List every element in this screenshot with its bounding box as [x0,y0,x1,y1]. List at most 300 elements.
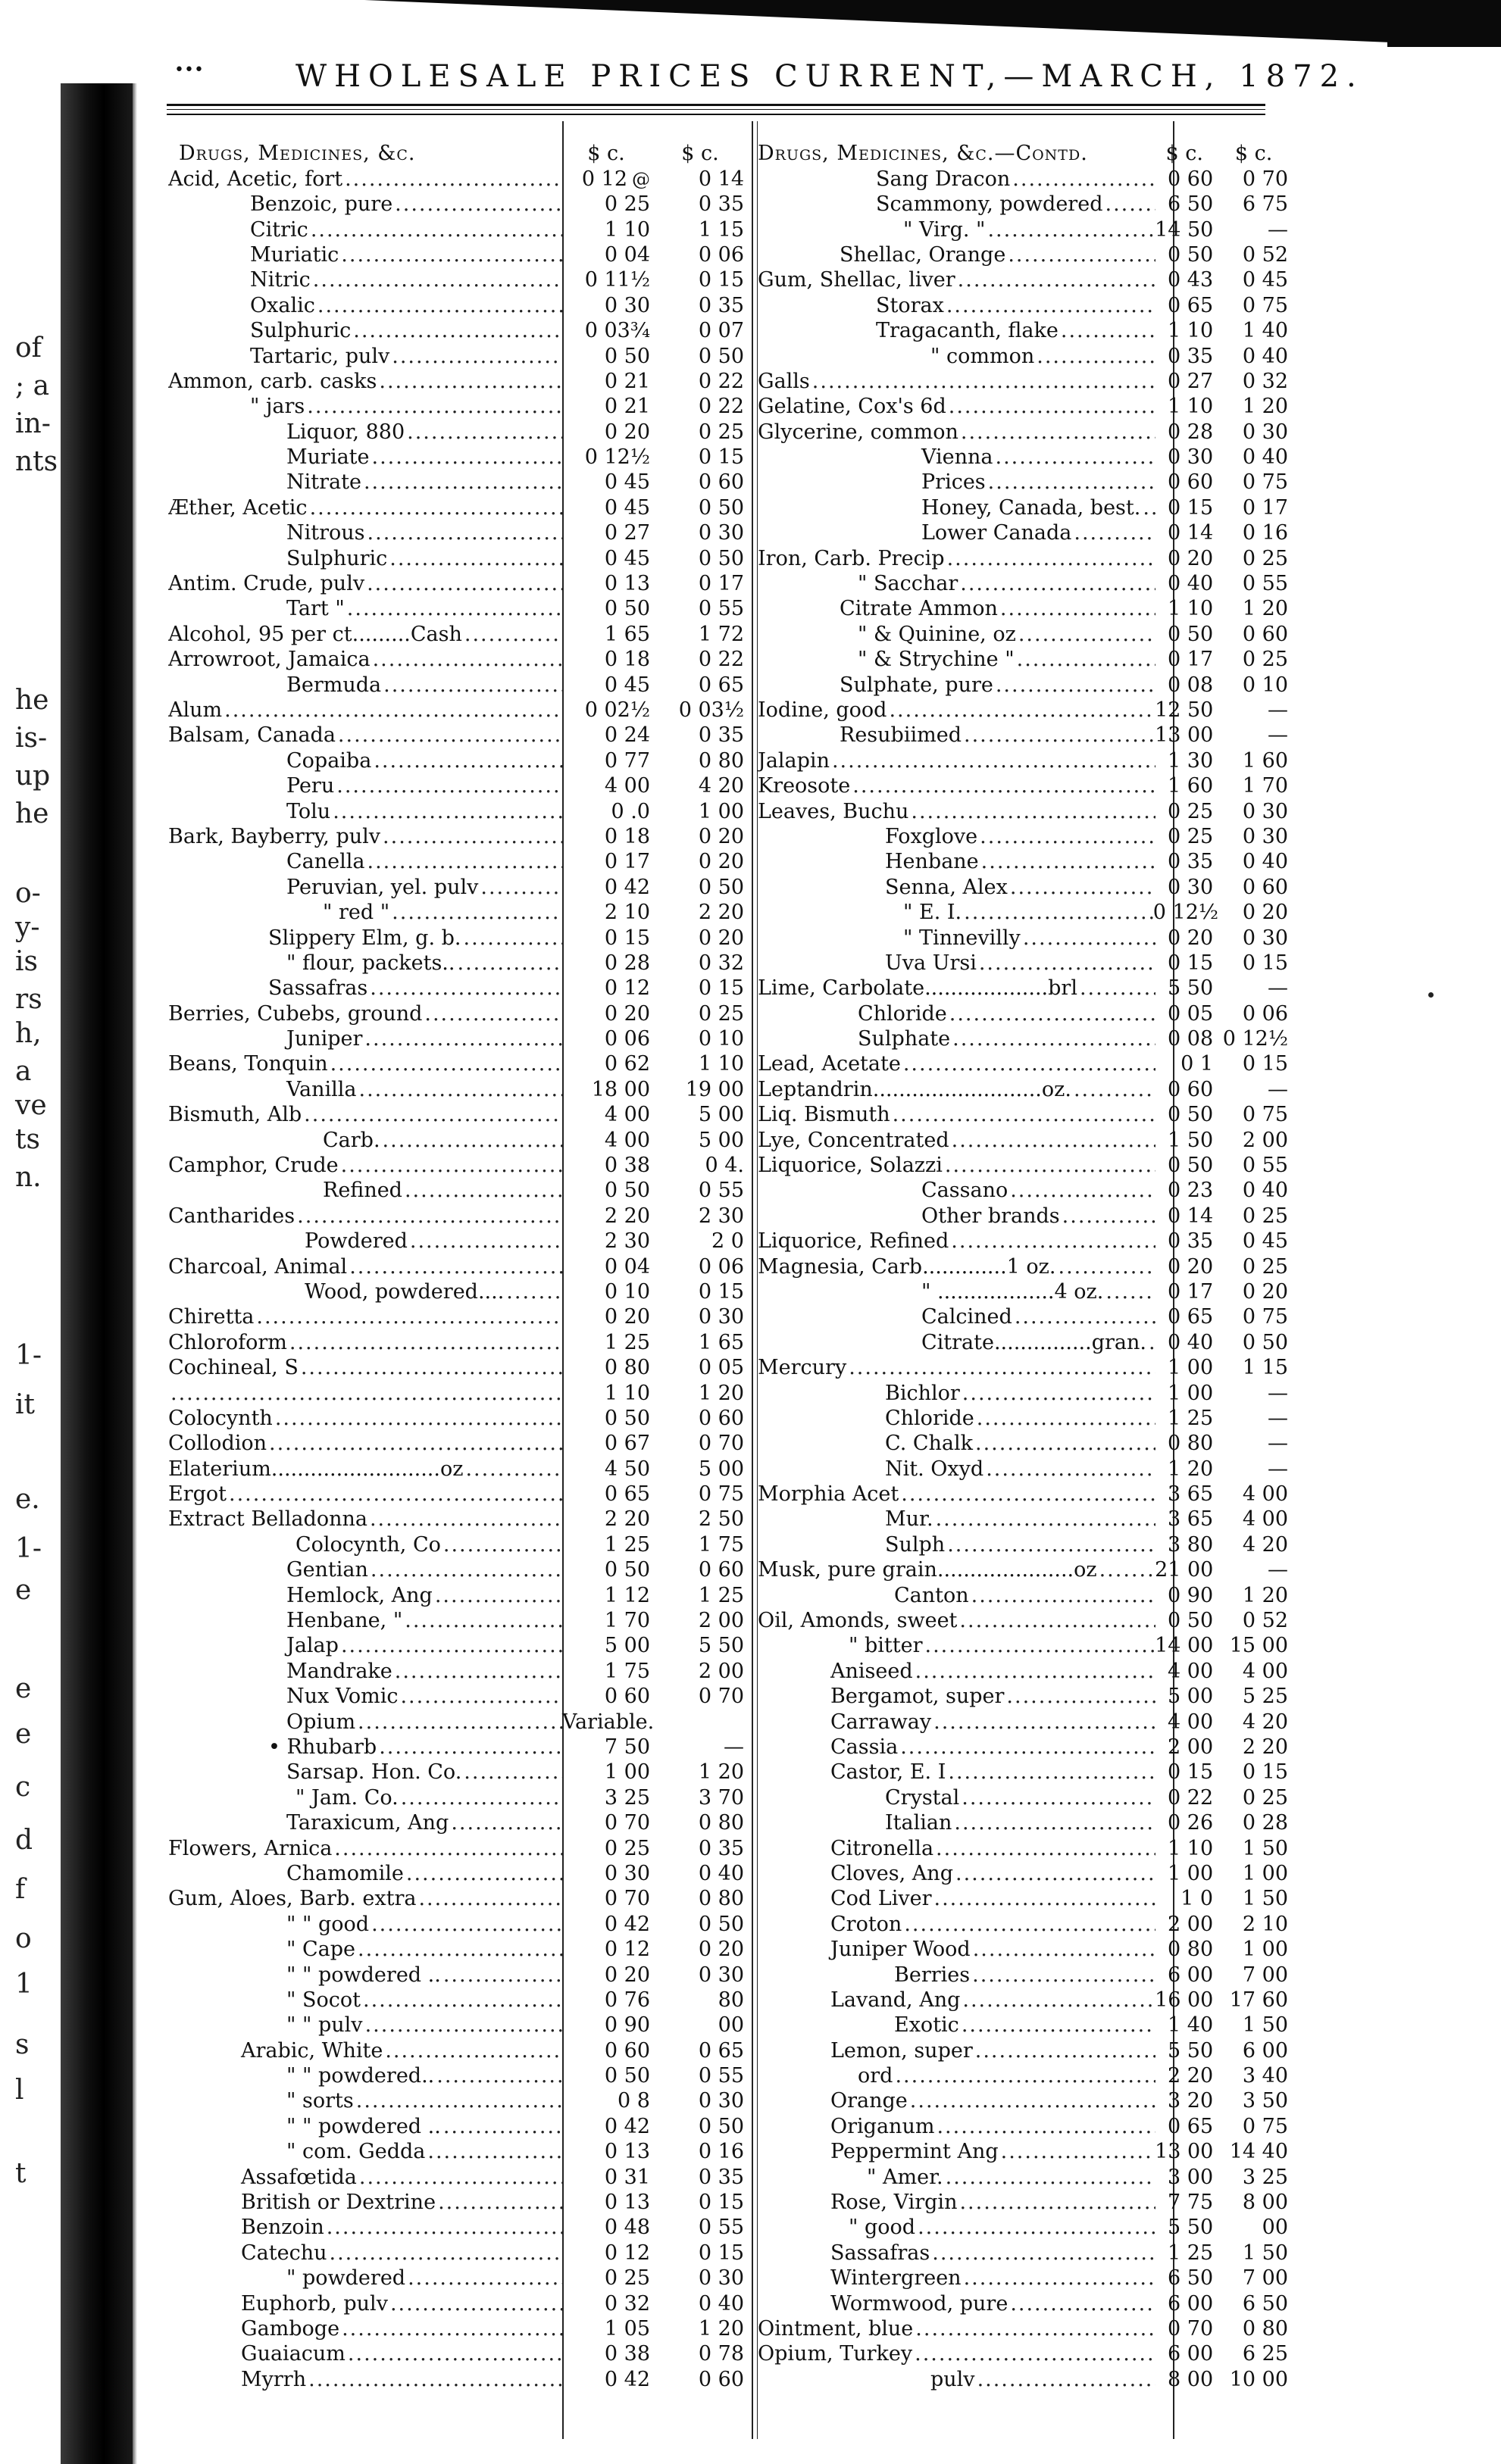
price-row [758,1000,1288,1025]
price-to: 19 00 [685,1077,744,1101]
price-to: 0 40 [1242,344,1288,368]
price-from: 0 62 [604,1052,650,1076]
price-from: 0 65 [1168,1305,1214,1329]
price-to: 2 20 [698,901,744,925]
dot-leader [1008,876,1156,899]
dot-leader [324,2216,562,2239]
price-from: 0 04 [604,1254,650,1279]
price-from: 1 0 [1180,1887,1214,1911]
price-row [758,823,1288,848]
dot-leader [957,2191,1155,2214]
item-name: Bark, Bayberry, pulv [168,825,381,848]
item-name: Alcohol, 95 per ct.........Cash [168,623,462,646]
price-row [168,2138,750,2163]
price-from: 0 21 [604,369,650,393]
price-to: 0 22 [698,395,744,419]
price-from: 0 27 [604,521,650,545]
price-from: 6 00 [1168,1963,1214,1987]
price-from: 7 75 [1168,2191,1214,2215]
dot-leader [478,876,562,899]
dot-leader [908,801,1155,823]
price-row [758,1202,1288,1227]
price-from: 0 12 @ [581,167,650,191]
price-row [758,1810,1288,1835]
price-to: 0 35 [698,293,744,317]
dot-leader [993,674,1156,697]
price-from: 0 43 [1168,268,1214,292]
margin-fragment: is- [15,723,48,754]
price-row [168,2189,750,2214]
dot-leader [405,2267,562,2290]
price-from: 0 10 [604,1279,650,1304]
price-row [168,1126,750,1151]
price-to: 2 0 [711,1229,744,1254]
dot-leader [339,2318,562,2341]
price-row [168,747,750,772]
price-row [168,494,750,519]
item-name: Foxglove [885,825,978,848]
price-row [168,2088,750,2113]
item-name: Taraxicum, Ang [286,1812,449,1835]
item-name: pulv [930,2368,975,2391]
item-name: Chloroform [168,1331,287,1354]
price-row [168,1076,750,1101]
price-to: 0 52 [1242,1609,1288,1633]
price-from: 0 20 [604,1001,650,1026]
price-to: — [1268,1558,1288,1582]
dot-leader [850,775,1155,798]
dot-leader [1060,1205,1156,1228]
price-from: 0 18 [604,648,650,672]
dot-leader [416,1888,562,1910]
item-name: Benzoic, pure [250,193,393,217]
item-name: Colocynth, Co [296,1533,441,1557]
price-row [758,570,1288,595]
price-from: 4 00 [604,1103,650,1127]
price-row [168,165,750,190]
price-row [758,848,1288,873]
price-row [758,773,1288,798]
margin-fragment: ve [15,1090,47,1121]
price-from: 0 90 [1168,1583,1214,1607]
price-row [758,2037,1288,2062]
dot-leader [960,1382,1156,1405]
price-to: 0 80 [1242,2316,1288,2341]
margin-fragment: he [15,685,49,716]
item-name: Magnesia, Carb.............1 oz. [758,1255,1056,1279]
dot-leader [887,699,1155,722]
item-name: Canella [286,851,365,874]
price-row [168,2214,750,2239]
price-row [168,1506,750,1531]
price-from: 0 20 [1168,926,1214,950]
price-to: 7 00 [1242,1963,1288,1987]
price-from: 3 25 [604,1785,650,1810]
price-row [758,1354,1288,1379]
item-name: Musk, pure grain.....................oz [758,1559,1097,1582]
price-row [168,1835,750,1860]
price-to: 0 40 [698,1861,744,1885]
item-name: Lower Canada [921,522,1072,545]
item-name: Jalapin [758,749,830,773]
dot-leader [945,548,1156,570]
dot-leader [308,219,562,242]
price-row [168,1051,750,1076]
item-name: Honey, Canada, best. [921,496,1141,520]
book-spine-shadow [61,83,133,2464]
price-from: 2 00 [1168,1912,1214,1936]
item-name: Opium [286,1710,356,1734]
price-to: 0 17 [698,572,744,596]
price-to: 1 25 [698,1583,744,1607]
item-name: Glycerine, common [758,420,958,444]
price-to: 0 50 [698,1912,744,1936]
margin-fragment: he [15,798,49,829]
price-row [758,1379,1288,1404]
price-to: 0 15 [698,268,744,292]
price-from: 16 00 [1155,1988,1214,2012]
price-to: 0 35 [698,1836,744,1860]
item-name: Antim. Crude, pulv [168,573,365,596]
price-row [168,1632,750,1657]
price-from: 0 80 [1168,1432,1214,1456]
price-from: 0 30 [604,1861,650,1885]
item-name: Cassano [921,1179,1008,1203]
price-to: 0 60 [698,1406,744,1430]
price-to: 6 25 [1242,2342,1288,2366]
price-row [168,242,750,267]
price-to: 0 30 [698,1305,744,1329]
price-from: 2 00 [1168,1735,1214,1759]
price-row [168,2163,750,2188]
column-header-label: Drugs, Medicines, &c.—Contd. [758,142,1088,166]
dot-leader [943,1154,1156,1177]
item-name: Crystal [885,1786,960,1810]
item-name: Sulphuric [250,320,352,343]
price-to: 4 00 [1242,1482,1288,1507]
price-to: 17 60 [1229,1988,1288,2012]
price-from: 14 50 [1155,217,1214,242]
item-name: Sulphuric [286,547,388,570]
title-rule [167,114,1265,115]
price-row [168,1810,750,1835]
dot-leader [1059,320,1156,342]
item-name: Sulphate, pure [840,673,993,697]
price-from: 0 08 [1168,1027,1214,1051]
dot-leader [958,573,1155,595]
price-to: 1 15 [1242,1356,1288,1380]
dot-leader [1021,927,1156,950]
price-from: 0 28 [604,951,650,975]
dot-leader [377,1736,562,1759]
price-row [168,1708,750,1733]
price-from: 0 80 [604,1356,650,1380]
item-name: " " powdered.. [286,2065,435,2088]
dot-leader [950,1028,1155,1051]
dot-leader [986,471,1156,494]
item-name: Ointment, blue [758,2317,914,2341]
price-from: 1 60 [1168,774,1214,798]
dot-leader [461,1761,562,1784]
price-from: 0 20 [604,420,650,444]
dot-leader [949,1129,1156,1152]
price-to: — [1268,1457,1288,1481]
price-from: 0 70 [1168,2316,1214,2341]
price-row [168,1885,750,1910]
price-row [758,1557,1288,1582]
item-name: " & Strychine " [858,648,1015,672]
item-name: Wormwood, pure [830,2292,1008,2316]
price-to: 0 20 [1242,1279,1288,1304]
dot-leader [958,421,1156,444]
price-to: — [1268,1406,1288,1430]
dot-leader [306,2369,562,2391]
price-row [758,342,1288,367]
price-row [168,671,750,696]
item-name: Citrate Ammon [840,598,998,621]
price-row [758,1531,1288,1556]
price-row [758,1936,1288,1961]
price-row [758,1253,1288,1278]
dot-leader [985,219,1155,242]
item-name: Nitrous [286,522,365,545]
price-from: 0 21 [604,395,650,419]
price-from: 3 00 [1168,2165,1214,2189]
price-from: 3 80 [1168,1532,1214,1557]
margin-fragment: 1 [15,1969,33,2000]
price-row [758,924,1288,949]
price-from: 5 50 [1168,2216,1214,2240]
price-row [758,2113,1288,2138]
column-header [168,140,750,165]
price-row [168,570,750,595]
price-to: 0 16 [698,2140,744,2164]
price-from: 0 50 [1168,622,1214,646]
price-to: 5 00 [698,1128,744,1152]
price-row [168,1279,750,1304]
price-from: 1 75 [604,1659,650,1683]
price-to: 1 00 [698,799,744,823]
price-to: 0 40 [698,2291,744,2316]
dot-leader [362,1028,562,1051]
price-from: 0 50 [1168,242,1214,267]
price-from: 0 20 [604,1305,650,1329]
price-from: 13 00 [1155,723,1214,748]
price-from: 0 03¾ [584,319,650,343]
item-name: Alum [168,698,223,722]
price-row [758,1734,1288,1759]
price-from: 0 38 [604,1154,650,1178]
price-to: — [1268,1077,1288,1101]
price-row [758,2088,1288,2113]
price-row [168,1987,750,2012]
item-name: Æther, Acetic [168,496,308,520]
item-name: Vienna [921,446,993,470]
item-name: " Jam. Co. [296,1786,399,1810]
item-name: Acid, Acetic, fort [168,167,343,191]
price-from: 0 15 [1168,1760,1214,1785]
price-to: — [724,1735,744,1759]
price-row [758,1430,1288,1455]
dot-leader [330,801,562,823]
dot-leader [930,2242,1155,2265]
price-from: 2 10 [604,901,650,925]
price-to: 3 25 [1242,2165,1288,2189]
dot-leader [1012,1306,1156,1329]
price-row [758,1228,1288,1253]
item-name: " good [849,2216,916,2240]
price-from: 2 20 [604,1507,650,1532]
price-row [168,2265,750,2290]
price-to: 0 06 [698,242,744,267]
item-name: Vanilla [286,1078,357,1101]
dot-leader [339,1154,562,1177]
price-to: 0 55 [698,1179,744,1203]
margin-fragment: y- [15,912,40,943]
price-to: 0 4. [705,1154,744,1178]
item-name: Croton [830,1913,902,1936]
price-from: 7 50 [604,1735,650,1759]
price-row [758,2189,1288,2214]
dot-leader [830,750,1155,773]
price-row [168,2316,750,2341]
price-from: 0 32 [604,2291,650,2316]
margin-fragment: s [15,2029,30,2060]
masthead-mark: ••• [174,61,204,80]
price-to: 4 00 [1242,1507,1288,1532]
price-from: 0 13 [604,2140,650,2164]
price-from: 4 50 [604,1457,650,1481]
price-from: 0 80 [1168,1938,1214,1962]
price-row [758,975,1288,1000]
price-header-from: $ c. [1165,142,1203,166]
price-to: 2 10 [1242,1912,1288,1936]
price-from: 0 13 [604,572,650,596]
price-to: 6 50 [1242,2291,1288,2316]
dot-leader [368,1559,562,1582]
dot-leader [355,1938,562,1961]
dot-leader [441,1534,562,1557]
price-to: 0 50 [1242,1330,1288,1354]
price-to: 0 55 [698,2216,744,2240]
price-from: 0 12 [604,1938,650,1962]
price-to: 0 32 [1242,369,1288,393]
price-from: 0 20 [1168,546,1214,570]
dot-leader [973,2040,1156,2063]
dot-leader [899,1483,1155,1506]
dot-leader [975,2369,1156,2391]
margin-fragment: of [15,333,42,364]
price-from: 0 22 [1168,1785,1214,1810]
dot-leader [371,750,562,773]
price-from: 0 12½ [1152,901,1219,925]
item-name: Lemon, super [830,2039,973,2063]
item-name: " flour, packets.. [286,951,455,975]
price-to: 00 [1262,2216,1288,2240]
item-name: Mercury [758,1357,847,1380]
item-name: Morphia Acet [758,1483,899,1507]
price-row [758,1987,1288,2012]
price-to: 10 00 [1229,2367,1288,2391]
price-row [168,2063,750,2088]
price-from: 1 25 [604,1532,650,1557]
price-to: 0 50 [698,546,744,570]
dot-leader [392,1660,562,1683]
item-name: Sassafras [830,2241,930,2265]
price-to: 1 20 [1242,1583,1288,1607]
margin-fragment: f [15,1874,26,1905]
dot-leader [299,1357,562,1379]
margin-fragment: it [15,1389,35,1420]
price-row [168,697,750,722]
dot-leader [1102,193,1155,216]
margin-fragment: ; a [15,370,50,401]
dot-leader [267,1432,562,1455]
dot-leader [983,1458,1155,1481]
price-from: 0 50 [604,597,650,621]
dot-leader [901,1053,1156,1076]
price-to: 0 12½ [1222,1027,1288,1051]
dot-leader [357,1079,562,1101]
price-row [758,1051,1288,1076]
dot-leader [1010,168,1155,191]
dot-leader [377,370,562,393]
price-from: 0 90 [604,2013,650,2038]
price-row [168,1379,750,1404]
price-row [168,1936,750,1961]
price-row [168,292,750,317]
margin-fragment: e [15,1575,32,1606]
price-to: 1 70 [1242,774,1288,798]
dot-leader [311,269,562,292]
dot-leader [977,826,1155,848]
price-from: 0 60 [1168,470,1214,495]
dot-leader [959,2014,1156,2037]
price-to: 0 70 [1242,167,1288,191]
price-to: 0 25 [1242,1785,1288,1810]
dot-leader [934,2116,1155,2138]
price-from: 0 70 [604,1811,650,1835]
price-from: 0 25 [604,2266,650,2291]
price-to: 0 25 [698,420,744,444]
dot-leader [334,775,562,798]
price-row [168,191,750,216]
dot-leader [959,1787,1155,1810]
item-name: Resubiimed [840,724,962,748]
price-from: 0 15 [1168,951,1214,975]
price-to: 1 72 [698,622,744,646]
price-from: 0 25 [604,192,650,217]
price-row [758,1152,1288,1177]
dot-leader [441,2116,562,2138]
price-to: 0 15 [698,445,744,470]
price-to: 0 06 [1242,1001,1288,1026]
price-from: 0 45 [604,546,650,570]
price-column-left [168,140,750,2391]
price-from: 0 65 [604,1482,650,1507]
margin-fragment: 1- [15,1533,42,1564]
price-to: 2 30 [698,1204,744,1228]
price-from: 0 30 [1168,445,1214,470]
price-to: 0 75 [698,1482,744,1507]
price-row [168,899,750,924]
price-from: 1 50 [1168,1128,1214,1152]
price-to: 0 60 [698,1558,744,1582]
item-name: " " good [286,1913,370,1936]
item-name: ord [858,2065,893,2088]
price-from: 0 60 [1168,167,1214,191]
item-name: Lye, Concentrated [758,1129,949,1152]
